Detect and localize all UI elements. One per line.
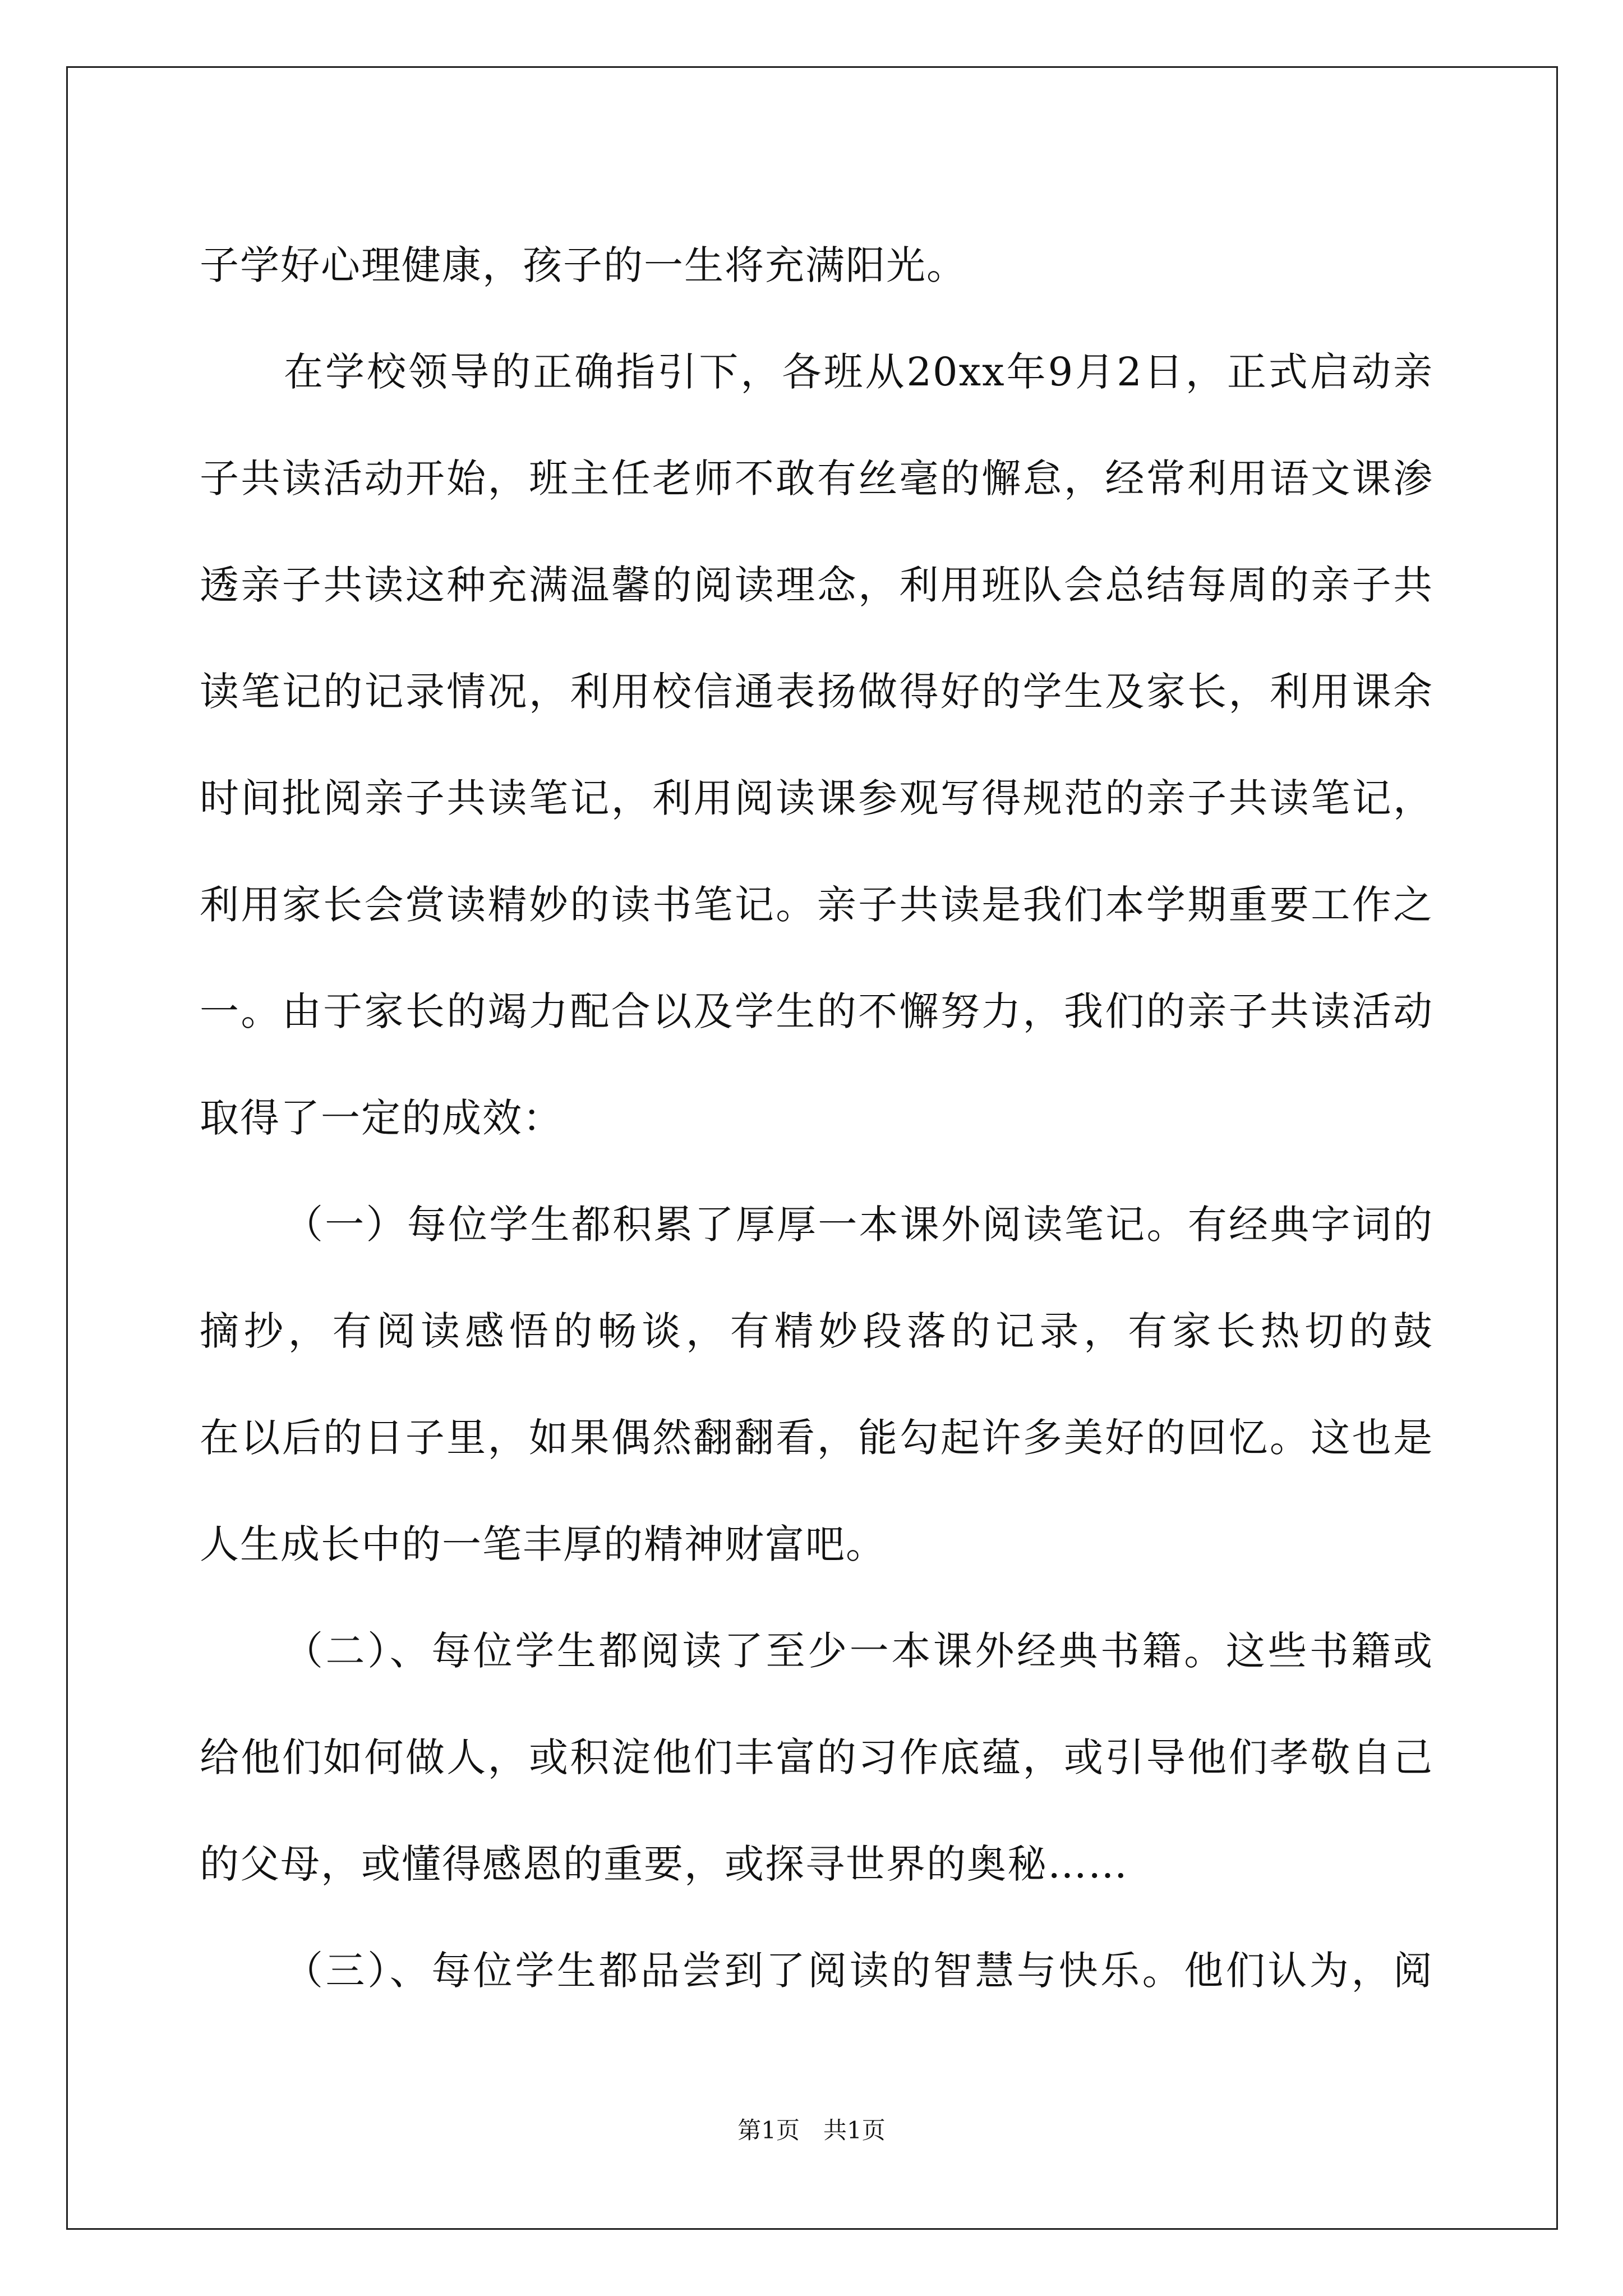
- text-line: 的父母，或懂得感恩的重要，或探寻世界的奥秘……: [200, 1841, 1128, 1887]
- text-line: 透亲子共读这种充满温馨的阅读理念，利用班队会总结每周的亲子共: [200, 562, 1433, 608]
- text-line: 读笔记的记录情况，利用校信通表扬做得好的学生及家长，利用课余: [200, 669, 1433, 715]
- text-line: 在以后的日子里，如果偶然翻翻看，能勾起许多美好的回忆。这也是: [200, 1415, 1433, 1461]
- text-line: 子学好心理健康，孩子的一生将充满阳光。: [200, 242, 967, 288]
- text-line: 人生成长中的一笔丰厚的精神财富吧。: [200, 1521, 886, 1567]
- text-line: 给他们如何做人，或积淀他们丰富的习作底蕴，或引导他们孝敬自己: [200, 1734, 1433, 1780]
- page-number-label: 第1页 共1页: [737, 2116, 886, 2144]
- text-line: （三）、每位学生都品尝到了阅读的智慧与快乐。他们认为，阅: [284, 1948, 1433, 1994]
- text-line: （一）每位学生都积累了厚厚一本课外阅读笔记。有经典字词的: [284, 1202, 1433, 1248]
- text-line: 时间批阅亲子共读笔记，利用阅读课参观写得规范的亲子共读笔记，: [200, 775, 1433, 821]
- text-line: 摘抄，有阅读感悟的畅谈，有精妙段落的记录，有家长热切的鼓: [200, 1308, 1433, 1354]
- text-line: 利用家长会赏读精妙的读书笔记。亲子共读是我们本学期重要工作之: [200, 882, 1433, 928]
- text-line: 一。由于家长的竭力配合以及学生的不懈努力，我们的亲子共读活动: [200, 988, 1433, 1034]
- text-line: 在学校领导的正确指引下，各班从20xx年9月2日，正式启动亲: [284, 349, 1433, 395]
- page-footer: [0, 2112, 1623, 2146]
- document-body: [200, 212, 1433, 2024]
- text-line: 取得了一定的成效：: [200, 1095, 563, 1141]
- text-line: （二）、每位学生都阅读了至少一本课外经典书籍。这些书籍或: [284, 1628, 1433, 1674]
- text-line: 子共读活动开始，班主任老师不敢有丝毫的懈怠，经常利用语文课渗: [200, 455, 1433, 501]
